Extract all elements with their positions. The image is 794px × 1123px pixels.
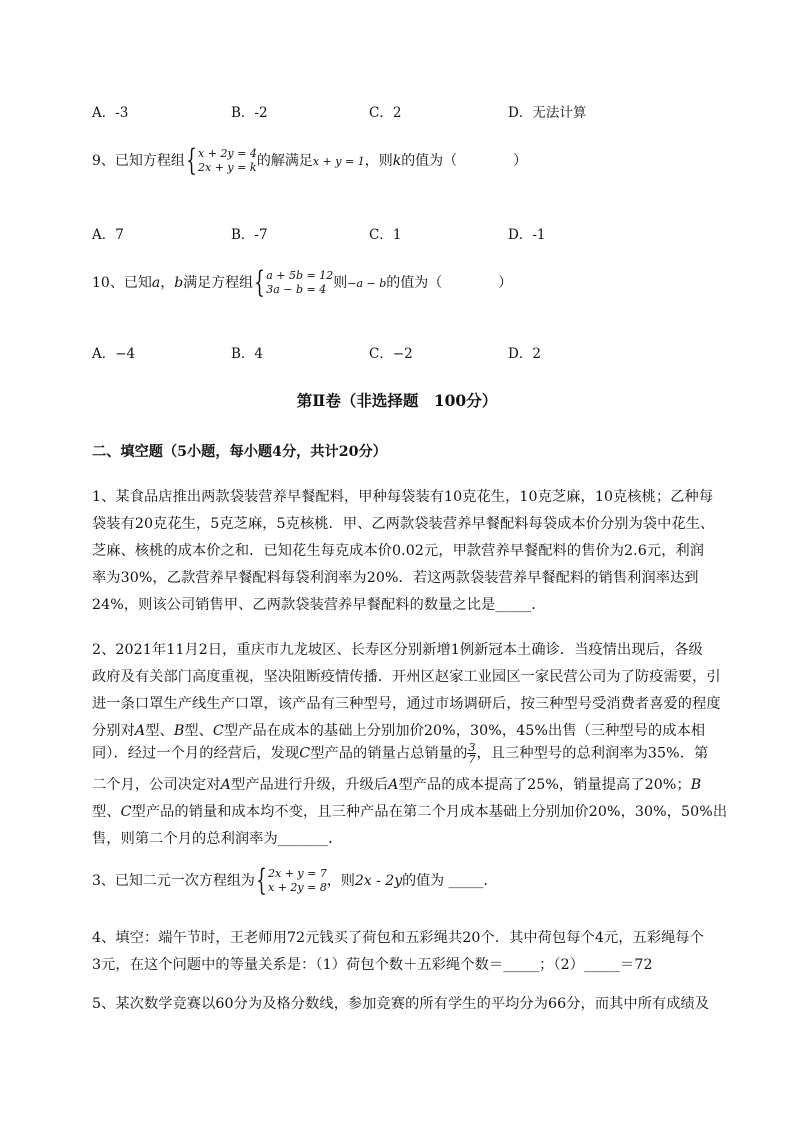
q9-equation-system — [185, 143, 257, 178]
p2-line1: 2、2021年11月2日，重庆市九龙坡区、长寿区分别新增1例新冠本土确诊．当疫情出现后，各级 — [92, 642, 703, 658]
var-c: C — [120, 804, 132, 820]
var-a: A — [220, 777, 231, 793]
q8-option-b: B．-2 — [231, 105, 268, 121]
q10-var-b: b — [174, 275, 184, 291]
fraction-denominator: 7 — [468, 753, 476, 766]
p2-line5 — [92, 742, 708, 765]
q10-option-d: D．2 — [508, 346, 541, 362]
var-b: B — [690, 777, 702, 793]
q9-suffix: 的值为（ ） — [401, 153, 528, 169]
q9-option-c: C．1 — [369, 227, 402, 243]
p2-line7-a: 型、 — [92, 804, 121, 820]
q10-eq2: 3a − b = 4 — [266, 283, 327, 296]
q9-mid1: 的解满足 — [256, 153, 313, 169]
left-brace: { — [256, 863, 267, 898]
p2-line4-a: 分别对 — [92, 723, 135, 739]
var-b: B — [173, 723, 185, 739]
q10-option-c: C．−2 — [369, 346, 413, 362]
p4-line2: 3元，在这个问题中的等量关系是：（1）荷包个数＋五彩绳个数＝_____；（2）_____＝72 — [92, 957, 653, 973]
p3-eq1: 2x + y = 7 — [268, 867, 327, 880]
q10-var-a: a — [151, 275, 161, 291]
q10-stem — [92, 265, 513, 300]
p3-prefix: 3、已知二元一次方程组为 — [92, 873, 255, 889]
part2-heading: 第Ⅱ卷（非选择题 100分） — [296, 391, 498, 410]
q10-sep: ， — [160, 275, 175, 291]
p2-line2: 政府及有关部门高度重视，坚决阻断疫情传播．开州区赵家工业园区一家民营公司为了防疫需要，引 — [92, 669, 721, 685]
q10-prefix: 10、已知 — [92, 275, 152, 291]
q10-mid2: 则 — [333, 275, 348, 291]
q10-equation-system — [253, 265, 334, 300]
p2-line4-b: 型、 — [145, 723, 174, 739]
p2-line4 — [92, 720, 705, 740]
p3-equation-system — [255, 863, 327, 898]
p2-line8: 售，则第二个月的总利润率为_______． — [92, 831, 343, 847]
p1-line: 芝麻、核桃的成本价之和．已知花生每克成本价0.02元，甲款营养早餐配料的售价为2.6元，利润 — [92, 543, 705, 559]
p2-line6-b: 型产品进行升级，升级后 — [230, 777, 389, 793]
left-brace: { — [186, 143, 197, 178]
q9-eq2: 2x + y = k — [198, 161, 257, 174]
p1-line: 24%，则该公司销售甲、乙两款袋装营养早餐配料的数量之比是_____． — [92, 597, 546, 613]
q10-option-a: A．−4 — [92, 346, 136, 362]
p2-line6-a: 二个月，公司决定对 — [92, 777, 221, 793]
p2-line5-a: 同）．经过一个月的经营后，发现 — [92, 745, 300, 762]
p2-line6 — [92, 774, 701, 794]
p2-line7 — [92, 801, 727, 821]
fraction-numerator: 3 — [468, 741, 476, 754]
p2-line6-c: 型产品的成本提高了25%，销量提高了20%； — [398, 777, 691, 793]
section2-title: 二、填空题（5小题，每小题4分，共计20分） — [92, 444, 387, 460]
q9-prefix: 9、已知方程组 — [92, 153, 185, 169]
q9-option-a: A．7 — [92, 227, 124, 243]
q9-option-b: B．-7 — [231, 227, 268, 243]
p4-line1: 4、填空：端午节时，王老师用72元钱买了荷包和五彩绳共20个．其中荷包每个4元，五彩绳每个 — [92, 930, 704, 946]
var-a: A — [388, 777, 399, 793]
var-c: C — [212, 723, 224, 739]
var-a: A — [134, 723, 146, 739]
p2-line5-c: ，且三种型号的总利润率为35%．第 — [476, 745, 709, 762]
q9-stem — [92, 143, 528, 178]
q9-condition: x + y = 1 — [312, 155, 365, 168]
p1-line: 袋装有20克花生，5克芝麻，5克核桃．甲、乙两款袋装营养早餐配料每袋成本价分别为袋中花生、 — [92, 516, 715, 532]
p2-line4-c: 型、 — [184, 723, 213, 739]
q8-option-c: C．2 — [369, 105, 402, 121]
q10-option-b: B．4 — [231, 346, 264, 362]
p5-line1: 5、某次数学竞赛以60分为及格分数线，参加竞赛的所有学生的平均分为66分，而其中所有成绩及 — [92, 996, 710, 1012]
left-brace: { — [254, 265, 265, 300]
p3-stem — [92, 863, 498, 898]
q10-suffix: 的值为（ ） — [386, 275, 513, 291]
p1-line: 率为30%，乙款营养早餐配料每袋利润率为20%．若这两款袋装营养早餐配料的销售利润率达到 — [92, 570, 699, 586]
p2-line3: 进一条口罩生产线生产口罩，该产品有三种型号，通过市场调研后，按三种型号受消费者喜爱的程度 — [92, 696, 721, 712]
q9-eq1: x + 2y = 4 — [198, 147, 257, 160]
p3-expr: 2x - 2y — [354, 873, 403, 889]
q9-var: k — [392, 153, 402, 169]
var-c: C — [299, 745, 311, 762]
p3-mid: ，则 — [326, 873, 355, 889]
p1-line: 1、某食品店推出两款袋装营养早餐配料，甲种每袋装有10克花生，10克芝麻，10克核桃；乙种每 — [92, 489, 714, 505]
p3-eq2: x + 2y = 8 — [268, 881, 327, 894]
q8-option-d: D．无法计算 — [508, 105, 587, 121]
p2-line5-b: 型产品的销量占总销量的 — [310, 745, 468, 762]
q10-eq1: a + 5b = 12 — [266, 269, 334, 282]
q9-mid2: ，则 — [364, 153, 393, 169]
q8-option-a: A．-3 — [92, 105, 129, 121]
p2-line7-b: 型产品的销量和成本均不变，且三种产品在第二个月成本基础上分别加价20%，30%，50%出 — [131, 804, 728, 820]
p2-line4-d: 型产品在成本的基础上分别加价20%，30%，45%出售（三种型号的成本相 — [223, 723, 706, 739]
q9-option-d: D．-1 — [508, 227, 546, 243]
q10-expr: −a − b — [347, 277, 387, 290]
p3-suffix: 的值为 _____． — [402, 873, 498, 889]
q10-mid1: 满足方程组 — [183, 275, 254, 291]
